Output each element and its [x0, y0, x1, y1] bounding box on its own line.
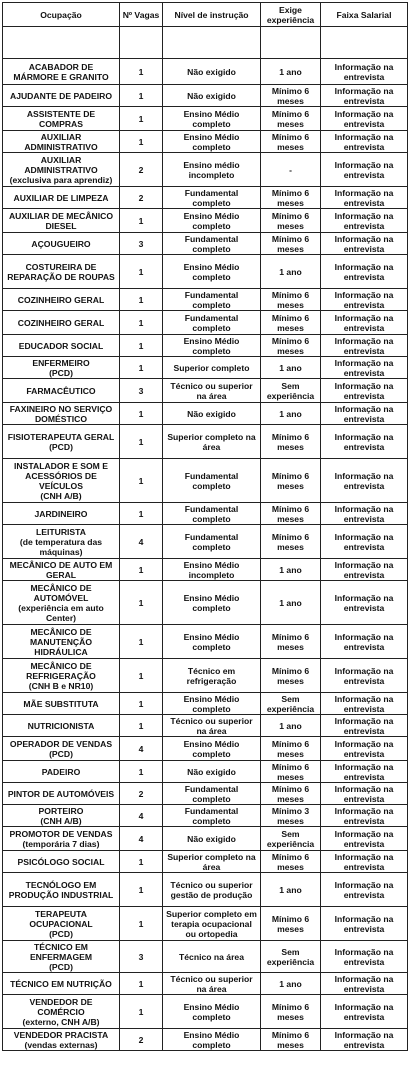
vacancies-cell: 1 — [120, 693, 163, 715]
education-cell: Fundamental completo — [163, 289, 261, 311]
table-row — [3, 827, 408, 851]
occupation-cell — [3, 995, 120, 1029]
vacancies-cell: 1 — [120, 459, 163, 503]
occupation-note: (temporária 7 dias) — [22, 838, 100, 849]
table-row — [3, 289, 408, 311]
vacancies-cell: 3 — [120, 379, 163, 403]
education-cell: Fundamental completo — [163, 233, 261, 255]
vacancies-cell: 1 — [120, 715, 163, 737]
experience-cell: Mínimo 6 meses — [261, 503, 321, 525]
occupation-cell — [3, 233, 120, 255]
table-row — [3, 233, 408, 255]
header-occupation: Ocupação — [3, 3, 120, 27]
education-cell: Superior completo — [163, 357, 261, 379]
occupation-cell — [3, 255, 120, 289]
occupation-title: PROMOTOR DE VENDAS — [9, 828, 113, 839]
salary-cell: Informação na entrevista — [321, 107, 408, 131]
salary-cell: Informação na entrevista — [321, 805, 408, 827]
occupation-cell — [3, 941, 120, 973]
table-row — [3, 659, 408, 693]
spacer-cell — [163, 27, 261, 59]
vacancies-cell: 3 — [120, 233, 163, 255]
salary-cell: Informação na entrevista — [321, 233, 408, 255]
occupation-note: (externo, CNH A/B) — [22, 1016, 100, 1027]
occupation-cell — [3, 459, 120, 503]
occupation-title: AÇOUGUEIRO — [31, 238, 91, 249]
table-row — [3, 459, 408, 503]
vacancies-cell: 1 — [120, 995, 163, 1029]
vacancies-cell: 1 — [120, 85, 163, 107]
table-row — [3, 187, 408, 209]
experience-cell: Mínimo 6 meses — [261, 311, 321, 335]
education-cell: Técnico ou superior na área — [163, 973, 261, 995]
salary-cell: Informação na entrevista — [321, 761, 408, 783]
salary-cell: Informação na entrevista — [321, 357, 408, 379]
salary-cell: Informação na entrevista — [321, 403, 408, 425]
occupation-cell — [3, 761, 120, 783]
table-header-row — [3, 3, 408, 27]
occupation-title: VENDEDOR PRACISTA — [13, 1029, 109, 1040]
salary-cell: Informação na entrevista — [321, 503, 408, 525]
education-cell: Fundamental completo — [163, 525, 261, 559]
occupation-cell — [3, 625, 120, 659]
vacancies-cell: 1 — [120, 59, 163, 85]
table-row — [3, 403, 408, 425]
occupation-title: COSTUREIRA DE REPARAÇÃO DE ROUPAS — [7, 261, 115, 282]
education-cell: Ensino Médio completo — [163, 255, 261, 289]
spacer-cell — [321, 27, 408, 59]
experience-cell: Mínimo 6 meses — [261, 233, 321, 255]
occupation-cell — [3, 973, 120, 995]
experience-cell: 1 ano — [261, 403, 321, 425]
education-cell: Ensino médio incompleto — [163, 153, 261, 187]
experience-cell: Mínimo 6 meses — [261, 737, 321, 761]
education-cell: Não exigido — [163, 85, 261, 107]
occupation-title: INSTALADOR E SOM E ACESSÓRIOS DE VEÍCULOS — [14, 460, 108, 491]
occupation-title: MECÂNICO DE AUTOMÓVEL — [30, 582, 92, 603]
occupation-title: TÉCNICO EM ENFERMAGEM — [29, 941, 93, 962]
education-cell: Não exigido — [163, 403, 261, 425]
table-row — [3, 737, 408, 761]
occupation-title: NUTRICIONISTA — [27, 720, 95, 731]
education-cell: Ensino Médio completo — [163, 581, 261, 625]
occupation-title: ENFERMEIRO — [32, 357, 90, 368]
vacancies-cell: 1 — [120, 335, 163, 357]
experience-cell: Mínimo 6 meses — [261, 659, 321, 693]
salary-cell: Informação na entrevista — [321, 187, 408, 209]
occupation-cell — [3, 209, 120, 233]
occupation-cell — [3, 379, 120, 403]
occupation-title: FAXINEIRO NO SERVIÇO DOMÉSTICO — [9, 403, 113, 424]
education-cell: Superior completo em terapia ocupacional ou ortopedia — [163, 907, 261, 941]
vacancies-cell: 1 — [120, 973, 163, 995]
education-cell: Fundamental completo — [163, 783, 261, 805]
experience-cell: 1 ano — [261, 873, 321, 907]
experience-cell: Mínimo 6 meses — [261, 761, 321, 783]
vacancies-cell: 1 — [120, 357, 163, 379]
occupation-title: AJUDANTE DE PADEIRO — [9, 90, 113, 101]
education-cell: Superior completo na área — [163, 425, 261, 459]
education-cell: Técnico na área — [163, 941, 261, 973]
occupation-title: ACABADOR DE MÁRMORE E GRANITO — [13, 61, 109, 82]
table-body — [3, 59, 408, 1051]
table-row — [3, 255, 408, 289]
salary-cell: Informação na entrevista — [321, 85, 408, 107]
vacancies-cell: 1 — [120, 311, 163, 335]
experience-cell: Mínimo 6 meses — [261, 907, 321, 941]
table-row — [3, 209, 408, 233]
salary-cell: Informação na entrevista — [321, 995, 408, 1029]
experience-cell: Mínimo 6 meses — [261, 335, 321, 357]
table-row — [3, 1029, 408, 1051]
table-row — [3, 335, 408, 357]
salary-cell: Informação na entrevista — [321, 827, 408, 851]
occupation-cell — [3, 403, 120, 425]
table-row — [3, 873, 408, 907]
occupation-cell — [3, 581, 120, 625]
salary-cell: Informação na entrevista — [321, 973, 408, 995]
table-row — [3, 559, 408, 581]
vacancies-cell: 1 — [120, 403, 163, 425]
occupation-cell — [3, 851, 120, 873]
vacancies-cell: 4 — [120, 525, 163, 559]
table-row — [3, 715, 408, 737]
table-row — [3, 379, 408, 403]
table-row — [3, 973, 408, 995]
occupation-cell — [3, 805, 120, 827]
education-cell: Técnico ou superior na área — [163, 379, 261, 403]
occupation-title: LEITURISTA — [36, 526, 86, 537]
occupation-cell — [3, 425, 120, 459]
header-vacancies: Nº Vagas — [120, 3, 163, 27]
salary-cell: Informação na entrevista — [321, 131, 408, 153]
salary-cell: Informação na entrevista — [321, 581, 408, 625]
salary-cell: Informação na entrevista — [321, 425, 408, 459]
vacancies-cell: 1 — [120, 581, 163, 625]
occupation-title: EDUCADOR SOCIAL — [18, 340, 104, 351]
table-row — [3, 525, 408, 559]
experience-cell: Sem experiência — [261, 379, 321, 403]
salary-cell: Informação na entrevista — [321, 625, 408, 659]
occupation-title: COZINHEIRO GERAL — [17, 317, 105, 328]
experience-cell: Mínimo 6 meses — [261, 851, 321, 873]
vacancies-cell: 2 — [120, 153, 163, 187]
occupation-note: (PCD) — [49, 367, 73, 378]
occupation-title: AUXILIAR DE LIMPEZA — [13, 192, 109, 203]
experience-cell: Mínimo 3 meses — [261, 805, 321, 827]
experience-cell: Mínimo 6 meses — [261, 289, 321, 311]
salary-cell: Informação na entrevista — [321, 851, 408, 873]
experience-cell: Mínimo 6 meses — [261, 425, 321, 459]
occupation-cell — [3, 559, 120, 581]
table-row — [3, 625, 408, 659]
occupation-title: MECÂNICO DE AUTO EM GERAL — [9, 559, 113, 580]
occupation-note: (PCD) — [49, 928, 73, 939]
education-cell: Ensino Médio completo — [163, 737, 261, 761]
occupation-cell — [3, 693, 120, 715]
experience-cell: Mínimo 6 meses — [261, 187, 321, 209]
salary-cell: Informação na entrevista — [321, 525, 408, 559]
experience-cell: Sem experiência — [261, 693, 321, 715]
occupation-cell — [3, 659, 120, 693]
occupation-cell — [3, 503, 120, 525]
vacancies-cell: 1 — [120, 761, 163, 783]
education-cell: Fundamental completo — [163, 459, 261, 503]
occupation-note: (CNH B e NR10) — [28, 680, 94, 691]
occupation-title: TÉCNICO EM NUTRIÇÃO — [10, 978, 112, 989]
experience-cell: Mínimo 6 meses — [261, 107, 321, 131]
occupation-title: TERAPEUTA OCUPACIONAL — [29, 908, 93, 929]
occupation-cell — [3, 289, 120, 311]
occupation-title: MECÂNICO DE REFRIGERAÇÃO — [26, 660, 96, 681]
occupation-cell — [3, 311, 120, 335]
vacancies-cell: 4 — [120, 805, 163, 827]
occupation-title: PADEIRO — [41, 766, 81, 777]
header-salary: Faixa Salarial — [321, 3, 408, 27]
vacancies-cell: 1 — [120, 131, 163, 153]
table-row — [3, 907, 408, 941]
table-row — [3, 581, 408, 625]
header-education: Nível de instrução — [163, 3, 261, 27]
occupation-title: VENDEDOR DE COMÉRCIO — [29, 996, 93, 1017]
occupation-cell — [3, 1029, 120, 1051]
occupation-cell — [3, 187, 120, 209]
vacancies-cell: 1 — [120, 873, 163, 907]
education-cell: Técnico ou superior gestão de produção — [163, 873, 261, 907]
education-cell: Ensino Médio completo — [163, 693, 261, 715]
table-row — [3, 59, 408, 85]
vacancies-cell: 1 — [120, 425, 163, 459]
occupation-cell — [3, 85, 120, 107]
vacancies-cell: 1 — [120, 907, 163, 941]
salary-cell: Informação na entrevista — [321, 255, 408, 289]
salary-cell: Informação na entrevista — [321, 941, 408, 973]
occupation-cell — [3, 59, 120, 85]
experience-cell: 1 ano — [261, 59, 321, 85]
occupation-note: (CNH A/B) — [40, 815, 82, 826]
vacancies-cell: 1 — [120, 503, 163, 525]
salary-cell: Informação na entrevista — [321, 659, 408, 693]
vacancies-cell: 4 — [120, 827, 163, 851]
salary-cell: Informação na entrevista — [321, 559, 408, 581]
salary-cell: Informação na entrevista — [321, 289, 408, 311]
occupation-note: (CNH A/B) — [40, 490, 82, 501]
education-cell: Fundamental completo — [163, 187, 261, 209]
salary-cell: Informação na entrevista — [321, 379, 408, 403]
education-cell: Ensino Médio completo — [163, 625, 261, 659]
vacancies-cell: 1 — [120, 559, 163, 581]
experience-cell: Sem experiência — [261, 827, 321, 851]
experience-cell: Mínimo 6 meses — [261, 459, 321, 503]
occupation-note: (experiência em auto Center) — [18, 602, 104, 623]
education-cell: Fundamental completo — [163, 503, 261, 525]
table-row — [3, 693, 408, 715]
education-cell: Não exigido — [163, 827, 261, 851]
occupation-cell — [3, 827, 120, 851]
occupation-title: MÃE SUBSTITUTA — [23, 698, 99, 709]
occupation-note: (de temperatura das máquinas) — [19, 536, 103, 557]
table-row — [3, 131, 408, 153]
occupation-cell — [3, 153, 120, 187]
experience-cell: Mínimo 6 meses — [261, 783, 321, 805]
occupation-title: TECNÓLOGO EM PRODUÇÃO INDUSTRIAL — [8, 879, 114, 900]
education-cell: Não exigido — [163, 59, 261, 85]
education-cell: Ensino Médio completo — [163, 209, 261, 233]
salary-cell: Informação na entrevista — [321, 335, 408, 357]
table-row — [3, 783, 408, 805]
vacancies-cell: 2 — [120, 783, 163, 805]
occupation-cell — [3, 131, 120, 153]
experience-cell: 1 ano — [261, 357, 321, 379]
experience-cell: 1 ano — [261, 559, 321, 581]
occupation-note: (exclusiva para aprendiz) — [9, 174, 113, 185]
spacer-cell — [120, 27, 163, 59]
salary-cell: Informação na entrevista — [321, 59, 408, 85]
occupation-title: PINTOR DE AUTOMÓVEIS — [7, 788, 115, 799]
occupation-title: ASSISTENTE DE COMPRAS — [26, 108, 96, 129]
education-cell: Ensino Médio completo — [163, 1029, 261, 1051]
vacancies-cell: 1 — [120, 851, 163, 873]
empty-spacer-row — [3, 27, 408, 59]
occupation-title: AUXILIAR ADMINISTRATIVO — [24, 131, 98, 152]
table-row — [3, 805, 408, 827]
job-table-container — [2, 2, 408, 1051]
spacer-cell — [3, 27, 120, 59]
education-cell: Ensino Médio completo — [163, 335, 261, 357]
vacancies-cell: 4 — [120, 737, 163, 761]
occupation-note: (PCD) — [49, 748, 73, 759]
occupation-cell — [3, 335, 120, 357]
occupation-title: AUXILIAR ADMINISTRATIVO — [24, 154, 98, 175]
experience-cell: Mínimo 6 meses — [261, 209, 321, 233]
vacancies-cell: 1 — [120, 625, 163, 659]
education-cell: Fundamental completo — [163, 805, 261, 827]
salary-cell: Informação na entrevista — [321, 907, 408, 941]
table-row — [3, 107, 408, 131]
occupation-title: PORTEIRO — [38, 805, 84, 816]
experience-cell: - — [261, 153, 321, 187]
salary-cell: Informação na entrevista — [321, 715, 408, 737]
occupation-cell — [3, 737, 120, 761]
experience-cell: Sem experiência — [261, 941, 321, 973]
education-cell: Ensino Médio incompleto — [163, 559, 261, 581]
education-cell: Ensino Médio completo — [163, 131, 261, 153]
experience-cell: Mínimo 6 meses — [261, 525, 321, 559]
vacancies-cell: 3 — [120, 941, 163, 973]
salary-cell: Informação na entrevista — [321, 311, 408, 335]
occupation-cell — [3, 907, 120, 941]
experience-cell: Mínimo 6 meses — [261, 995, 321, 1029]
occupation-cell — [3, 107, 120, 131]
salary-cell: Informação na entrevista — [321, 1029, 408, 1051]
table-row — [3, 311, 408, 335]
education-cell: Não exigido — [163, 761, 261, 783]
table-row — [3, 357, 408, 379]
occupation-cell — [3, 715, 120, 737]
experience-cell: Mínimo 6 meses — [261, 131, 321, 153]
header-experience: Exige experiência — [261, 3, 321, 27]
occupation-title: AUXILIAR DE MECÂNICO DIESEL — [8, 210, 114, 231]
experience-cell: 1 ano — [261, 715, 321, 737]
table-row — [3, 995, 408, 1029]
salary-cell: Informação na entrevista — [321, 737, 408, 761]
occupation-note: (vendas externas) — [24, 1039, 98, 1050]
vacancies-cell: 1 — [120, 209, 163, 233]
table-row — [3, 851, 408, 873]
occupation-title: JARDINEIRO — [34, 508, 88, 519]
vacancies-cell: 1 — [120, 107, 163, 131]
spacer-cell — [261, 27, 321, 59]
education-cell: Técnico ou superior na área — [163, 715, 261, 737]
vacancies-cell: 1 — [120, 659, 163, 693]
occupation-cell — [3, 525, 120, 559]
occupation-note: (PCD) — [49, 441, 73, 452]
salary-cell: Informação na entrevista — [321, 873, 408, 907]
experience-cell: 1 ano — [261, 255, 321, 289]
vacancies-cell: 2 — [120, 1029, 163, 1051]
education-cell: Ensino Médio completo — [163, 995, 261, 1029]
table-row — [3, 941, 408, 973]
salary-cell: Informação na entrevista — [321, 459, 408, 503]
experience-cell: Mínimo 6 meses — [261, 1029, 321, 1051]
salary-cell: Informação na entrevista — [321, 783, 408, 805]
education-cell: Superior completo na área — [163, 851, 261, 873]
occupation-cell — [3, 783, 120, 805]
table-row — [3, 425, 408, 459]
occupation-title: PSICÓLOGO SOCIAL — [17, 856, 105, 867]
table-row — [3, 503, 408, 525]
experience-cell: Mínimo 6 meses — [261, 85, 321, 107]
vacancies-cell: 2 — [120, 187, 163, 209]
salary-cell: Informação na entrevista — [321, 209, 408, 233]
experience-cell: Mínimo 6 meses — [261, 625, 321, 659]
occupation-title: FISIOTERAPEUTA GERAL — [7, 431, 115, 442]
occupation-title: OPERADOR DE VENDAS — [9, 738, 113, 749]
experience-cell: 1 ano — [261, 973, 321, 995]
table-row — [3, 761, 408, 783]
table-row — [3, 153, 408, 187]
education-cell: Fundamental completo — [163, 311, 261, 335]
salary-cell: Informação na entrevista — [321, 153, 408, 187]
vacancies-cell: 1 — [120, 255, 163, 289]
vacancies-cell: 1 — [120, 289, 163, 311]
occupation-note: (PCD) — [49, 961, 73, 972]
salary-cell: Informação na entrevista — [321, 693, 408, 715]
occupation-title: COZINHEIRO GERAL — [17, 294, 105, 305]
experience-cell: 1 ano — [261, 581, 321, 625]
table-row — [3, 85, 408, 107]
occupation-cell — [3, 873, 120, 907]
occupation-title: FARMACÊUTICO — [26, 385, 96, 396]
occupation-cell — [3, 357, 120, 379]
education-cell: Técnico em refrigeração — [163, 659, 261, 693]
job-vacancies-table — [2, 2, 408, 1051]
occupation-title: MECÂNICO DE MANUTENÇÃO HIDRÁULICA — [29, 626, 93, 657]
education-cell: Ensino Médio completo — [163, 107, 261, 131]
